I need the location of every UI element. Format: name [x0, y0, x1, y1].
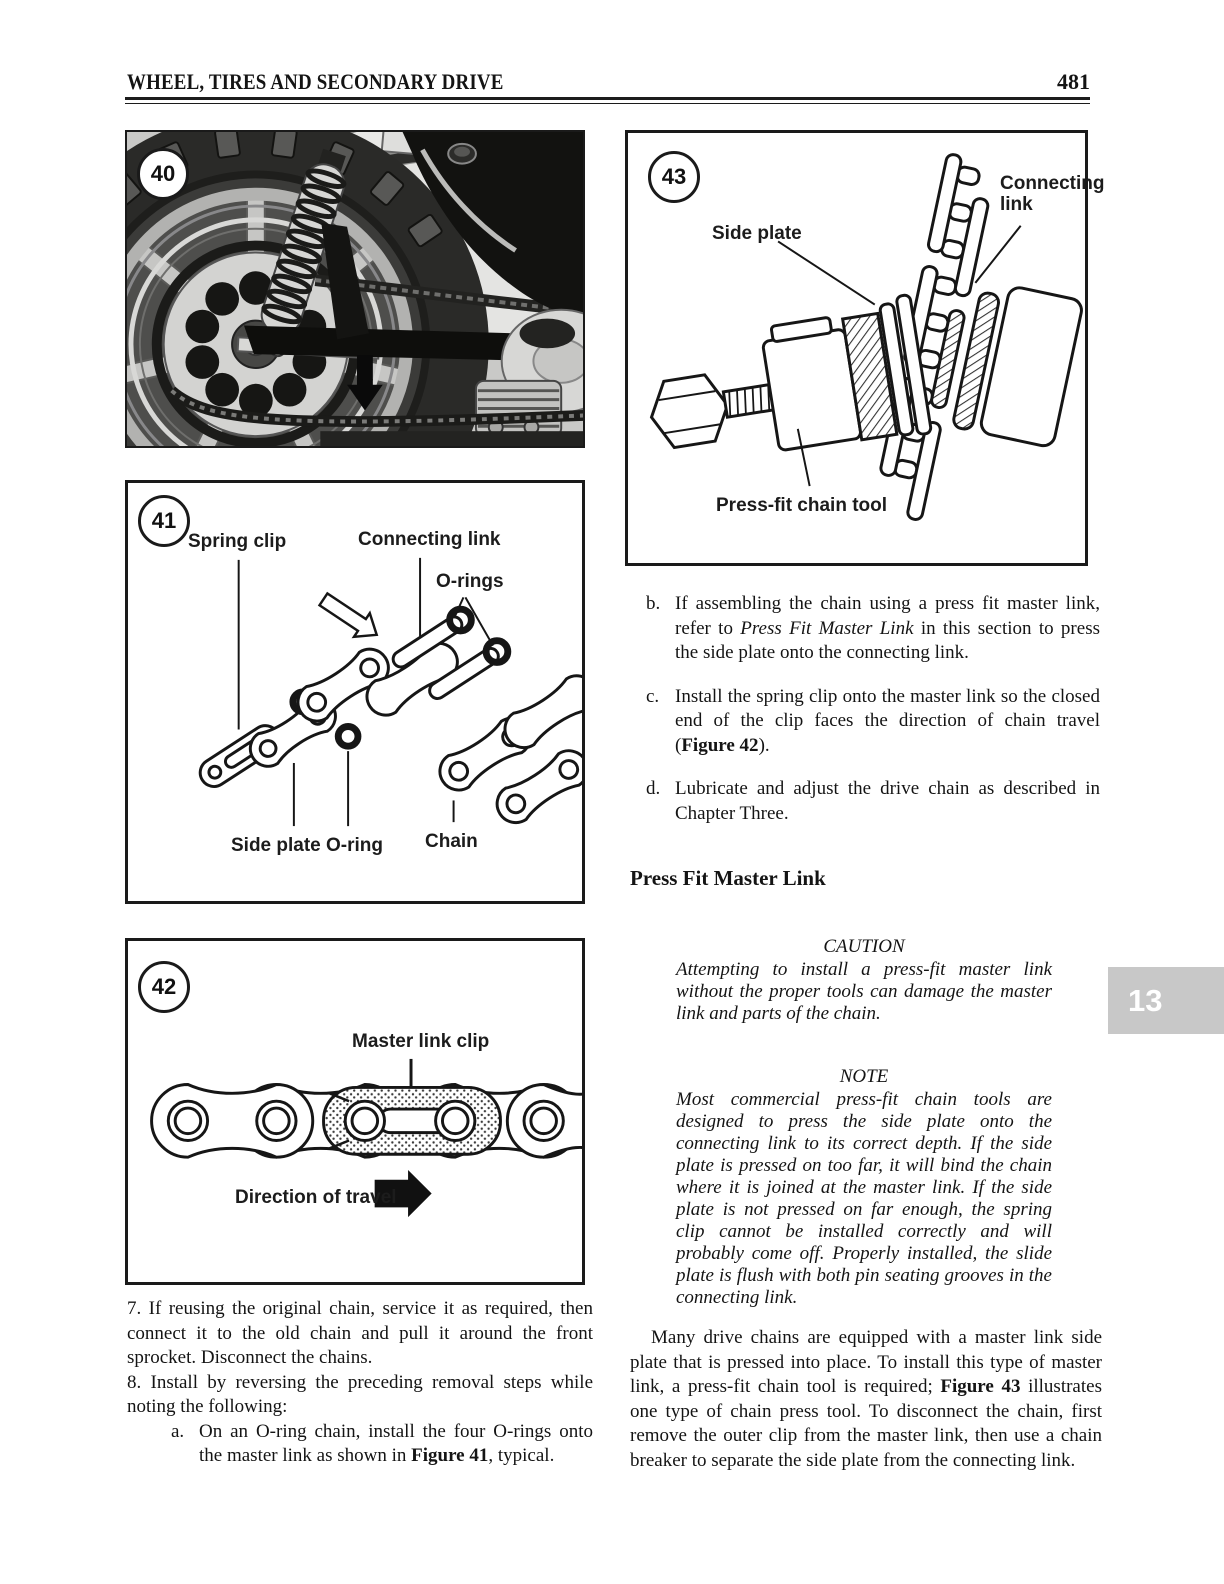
- chain-end-part: [433, 669, 582, 830]
- figure-40-photo: [125, 130, 585, 448]
- label-chain: Chain: [425, 831, 478, 852]
- figure-41-reference: Figure 41: [411, 1445, 489, 1466]
- step-8a-text: [199, 1420, 593, 1469]
- page-title: WHEEL, TIRES AND SECONDARY DRIVE: [127, 69, 504, 94]
- label-master-link-clip: Master link clip: [352, 1031, 490, 1052]
- left-column-text: [127, 1297, 593, 1469]
- text-run: If assembling the chain using a press fit master link, refer to: [675, 593, 1100, 639]
- figure-43-reference: Figure 43: [940, 1376, 1021, 1397]
- closing-paragraph: [630, 1326, 1102, 1473]
- figure-40-badge: 40: [137, 148, 189, 200]
- text-run: Install the spring clip onto the master link so the closed end of the clip faces the direction of chain travel (: [675, 685, 1100, 756]
- figure-42-diagram: [125, 938, 585, 1285]
- figure-42-badge: 42: [138, 961, 190, 1013]
- figure-41-diagram: [125, 480, 585, 904]
- caution-body: Attempting to install a press-fit master link without the proper tools can damage the master link and parts of the chain.: [676, 959, 1052, 1024]
- figure-42-reference: Figure 42: [681, 734, 759, 756]
- item-b: [630, 592, 1100, 666]
- header-rule: [125, 97, 1090, 104]
- text-run: in this section to press the side plate onto the connecting link.: [675, 617, 1100, 663]
- text-run: Many drive chains are equipped with a master link side plate that is pressed into place. To install this type of master link, a press-fit chain tool is required;: [630, 1327, 1102, 1397]
- list-letter: a.: [171, 1420, 185, 1442]
- figure-41-badge: 41: [138, 495, 190, 547]
- chapter-number: 13: [1128, 982, 1163, 1018]
- step-8a: [171, 1420, 593, 1469]
- label-connecting-link: Connecting link: [358, 529, 501, 550]
- step-7: 7. If reusing the original chain, service it as required, then connect it to the old chain and pull it around the front sprocket. Disconnect the chains.: [127, 1298, 593, 1368]
- chapter-tab: [1108, 967, 1224, 1034]
- label-spring-clip: Spring clip: [188, 531, 287, 552]
- figure-43-diagram: [625, 130, 1105, 566]
- label-press-tool: Press-fit chain tool: [716, 495, 888, 516]
- page-number: 481: [1057, 69, 1090, 94]
- caution-block: [676, 936, 1052, 1025]
- step-8: 8. Install by reversing the preceding removal steps while noting the following:: [127, 1371, 593, 1417]
- text-run: , typical.: [488, 1445, 555, 1466]
- list-letter: b.: [646, 593, 661, 614]
- caution-title: CAUTION: [823, 936, 905, 957]
- text-run: ).: [758, 734, 770, 756]
- chain-links: [152, 1084, 582, 1157]
- text-run: illustrates one type of chain press tool. To disconnect the chain, first remove the outer clip from the master link, then use a chain breaker to separate the side plate from the connecting link.: [630, 1376, 1102, 1471]
- item-b-text: [675, 592, 1100, 666]
- item-d-text: Lubricate and adjust the drive chain as described in Chapter Three.: [675, 778, 1100, 824]
- list-letter: c.: [646, 685, 660, 707]
- note-block: [676, 1066, 1052, 1309]
- chain-side-view-drawing: [128, 941, 582, 1282]
- list-letter: d.: [646, 778, 661, 799]
- label-connecting-link: Connecting link: [1000, 173, 1105, 215]
- hex-bolt-icon: [646, 372, 732, 450]
- label-side-plate: Side plate: [231, 835, 321, 856]
- right-column-items: [630, 592, 1100, 845]
- item-d: [630, 777, 1100, 826]
- note-body: Most commercial press-fit chain tools are designed to press the side plate onto the connecting link to its correct depth. If the side plate is pressed on too far, it will bind the chain where it is joined at the master link. If the side plate is not pressed on far enough, the spring clip cannot be installed correctly and will probably come off. Properly installed, the slide plate is flush with both pin seating grooves in the connecting link.: [676, 1089, 1052, 1308]
- label-o-ring: O-ring: [326, 835, 383, 856]
- label-o-rings: O-rings: [436, 571, 504, 592]
- label-direction-of-travel: Direction of travel: [235, 1187, 397, 1208]
- label-side-plate: Side plate: [712, 223, 802, 244]
- item-c: [630, 685, 1100, 759]
- section-reference: Press Fit Master Link: [740, 617, 914, 639]
- note-title: NOTE: [839, 1066, 889, 1087]
- insert-arrow-icon: [320, 593, 377, 636]
- item-c-text: [675, 685, 1100, 759]
- section-heading: Press Fit Master Link: [630, 866, 826, 890]
- text-run: On an O-ring chain, install the four O-rings onto the master link as shown in: [199, 1420, 593, 1466]
- motorcycle-rear-wheel-photo: [127, 132, 583, 446]
- figure-43-badge: 43: [648, 151, 700, 203]
